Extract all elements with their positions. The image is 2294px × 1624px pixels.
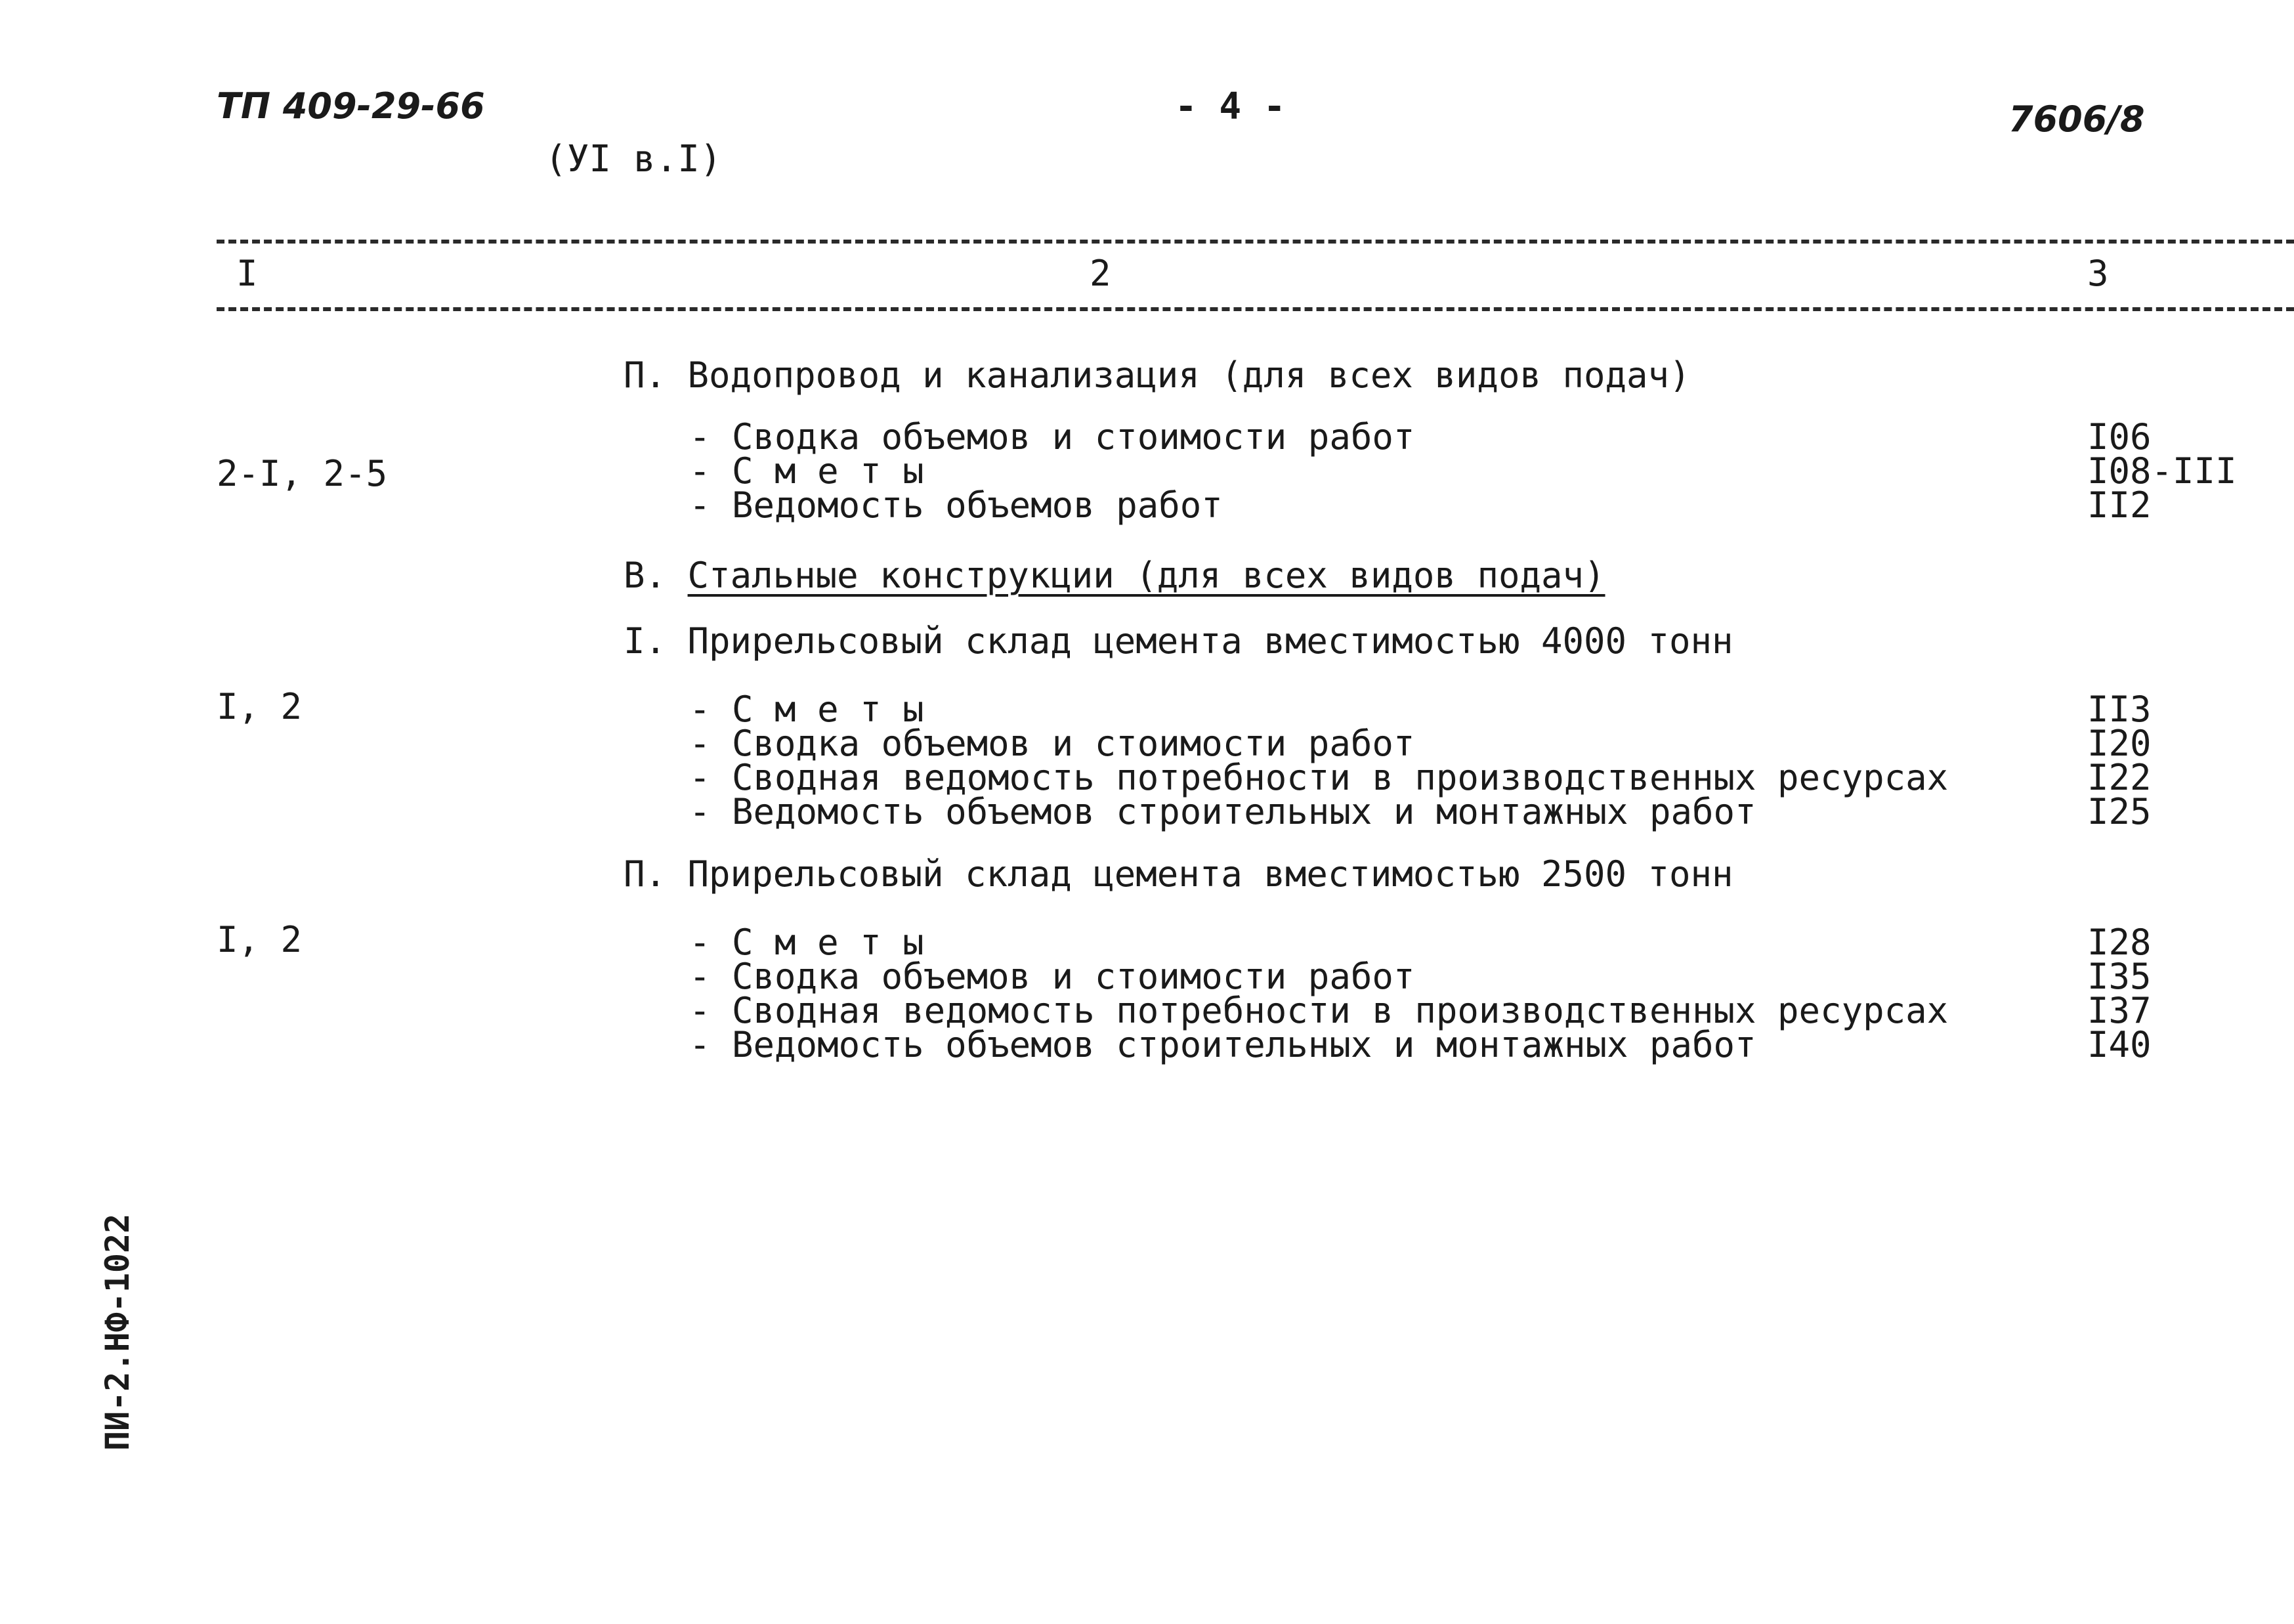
page-ref: I40 [2087, 1024, 2152, 1065]
sub1-title: I. Прирельсовый склад цемента вместимостью 4000 тонн [624, 620, 1733, 662]
column-header-3: 3 [2087, 253, 2109, 294]
page-ref: I35 [2087, 956, 2152, 997]
sub1-pages [2087, 689, 2152, 832]
list-item: - Ведомость объемов строительных и монтажных работ [689, 791, 1756, 832]
page-ref: I28 [2087, 922, 2152, 963]
page-ref: I20 [2087, 723, 2152, 764]
list-item: - С м е т ы [689, 450, 924, 492]
sub1-items [689, 689, 1949, 832]
section-water-ref: 2-I, 2-5 [217, 453, 388, 494]
column-header-1: I [236, 253, 258, 294]
column-header-2: 2 [1090, 253, 1111, 294]
sub2-pages [2087, 922, 2152, 1065]
page-ref: I22 [2087, 757, 2152, 798]
sub2-items [689, 922, 1949, 1065]
page-ref: I06 [2087, 416, 2152, 458]
page-ref: I25 [2087, 791, 2152, 832]
section-steel-title: Стальные конструкции (для всех видов подач) [687, 555, 1605, 596]
section-water-pages [2087, 416, 2237, 526]
sub2-ref: I, 2 [217, 919, 303, 960]
registration-number: 7606/8 [2008, 98, 2145, 140]
bottom-dashed-rule [217, 307, 2294, 311]
list-item: - Сводная ведомость потребности в производственных ресурсах [689, 757, 1949, 798]
sub2-title: П. Прирельсовый склад цемента вместимостью 2500 тонн [624, 853, 1733, 895]
list-item: - Ведомость объемов работ [689, 484, 1223, 526]
page-ref: I08-III [2087, 450, 2237, 492]
side-stamp: ПИ-2.НФ-1022 [98, 1213, 137, 1451]
page-number: - 4 - [1175, 85, 1286, 128]
page-ref: I37 [2087, 990, 2152, 1031]
list-item: - Сводная ведомость потребности в производственных ресурсах [689, 990, 1949, 1031]
section-steel-heading [624, 555, 1605, 596]
top-dashed-rule [217, 240, 2294, 244]
list-item: - Сводка объемов и стоимости работ [689, 956, 1415, 997]
list-item: - С м е т ы [689, 922, 924, 963]
section-steel-letter: В. [624, 555, 667, 596]
page-ref: II3 [2087, 689, 2152, 730]
document-code: ТП 409-29-66 [217, 85, 485, 127]
volume-label: (УI в.I) [545, 138, 722, 181]
section-water-items [689, 416, 1415, 526]
list-item: - Ведомость объемов строительных и монтажных работ [689, 1024, 1756, 1065]
list-item: - Сводка объемов и стоимости работ [689, 723, 1415, 764]
list-item: - Сводка объемов и стоимости работ [689, 416, 1415, 458]
section-water-title: П. Водопровод и канализация (для всех видов подач) [624, 354, 1691, 396]
sub1-ref: I, 2 [217, 686, 303, 727]
list-item: - С м е т ы [689, 689, 924, 730]
page-ref: II2 [2087, 484, 2152, 526]
